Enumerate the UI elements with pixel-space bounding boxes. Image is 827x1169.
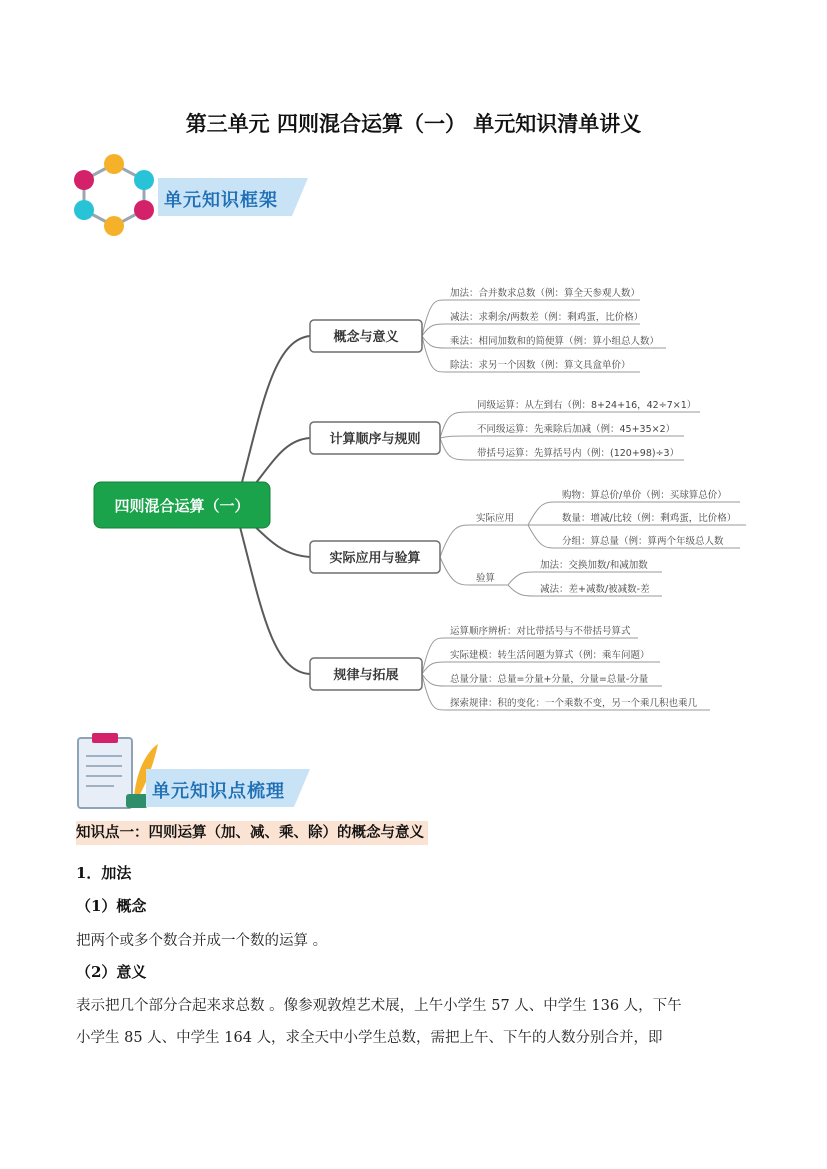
leaf-concept-1: 加法：合并数求总数（例：算全天参观人数）	[450, 288, 641, 299]
leaf-concept-4: 除法：求另一个因数（例：算文具盒单价）	[450, 360, 631, 371]
concept-text: 把两个或多个数合并成一个数的运算 。	[76, 933, 328, 949]
leaf-concept-2: 减法：求剩余/两数差（例：剩鸡蛋，比价格）	[450, 312, 644, 323]
leaf-rules-2: 实际建模：转生活问题为算式（例：乘车问题）	[450, 650, 650, 661]
root-node-label: 四则混合运算（一）	[114, 497, 250, 515]
branch-node-order-label: 计算顺序与规则	[329, 432, 421, 447]
section-heading: 知识点一：四则运算（加、减、乘、除）的概念与意义	[76, 821, 428, 845]
leaf-check-2: 减法：差+减数/被减数-差	[540, 584, 650, 595]
leaf-practical-2: 数量：增减/比较（例：剩鸡蛋，比价格）	[562, 513, 737, 524]
branch-node-concept-label: 概念与意义	[333, 330, 399, 345]
leaf-practical-3: 分组：算总量（例：算两个年级总人数	[562, 536, 724, 547]
leaf-rules-3: 总量分量：总量=分量+分量，分量=总量-分量	[450, 674, 649, 685]
page-title: 第三单元 四则混合运算（一） 单元知识清单讲义	[185, 111, 642, 136]
meaning-line-2: 小学生 85 人、中学生 164 人，求全天中小学生总数，需把上午、下午的人数分别合并，即	[76, 1030, 663, 1046]
branch-node-rules-label: 规律与拓展	[333, 668, 399, 683]
leaf-concept-3: 乘法：相同加数和的简便算（例：算小组总人数）	[450, 336, 660, 347]
framework-banner-label: 单元知识框架	[164, 190, 278, 211]
leaf-order-1: 同级运算：从左到右（例：8+24+16，42÷7×1）	[477, 400, 697, 411]
leaf-practical-1: 购物：算总价/单价（例：买球算总价）	[562, 490, 727, 501]
leaf-rules-1: 运算顺序辨析：对比带括号与不带括号算式	[450, 626, 631, 637]
sub-node-check: 验算	[476, 573, 496, 584]
meaning-line-1: 表示把几个部分合起来求总数 。像参观敦煌艺术展，上午小学生 57 人、中学生 136 人，下午	[76, 998, 682, 1014]
branch-node-application-label: 实际应用与验算	[329, 551, 421, 566]
leaf-check-1: 加法：交换加数/和减加数	[540, 560, 648, 571]
concept-label: （1）概念	[76, 897, 147, 915]
knowledge-banner-label: 单元知识点梳理	[152, 781, 285, 802]
leaf-order-3: 带括号运算：先算括号内（例：(120+98)÷3）	[477, 448, 680, 459]
leaf-rules-4: 探索规律：积的变化：一个乘数不变，另一个乘几积也乘几	[450, 698, 698, 709]
leaf-order-2: 不同级运算：先乘除后加减（例：45+35×2）	[477, 424, 676, 435]
meaning-label: （2）意义	[76, 963, 147, 981]
subsection-title: 1．加法	[76, 864, 132, 882]
sub-node-practical: 实际应用	[476, 513, 515, 524]
mind-map	[0, 270, 827, 720]
molecule-icon	[72, 150, 162, 242]
